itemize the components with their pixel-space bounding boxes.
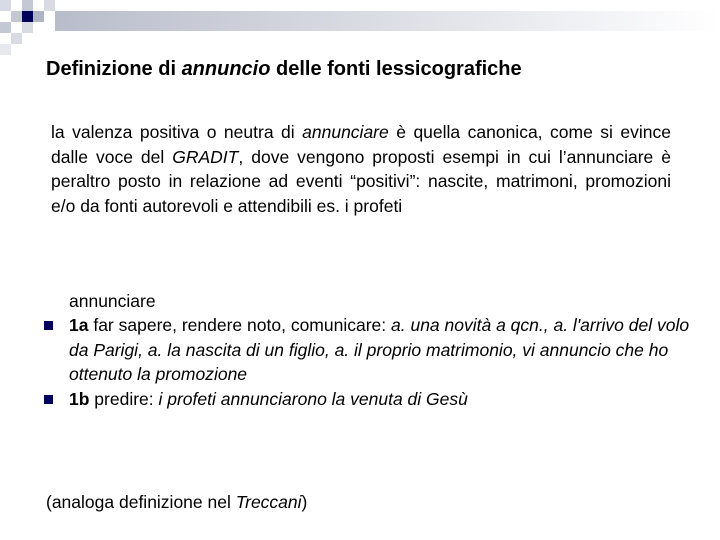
paragraph-italic-source: GRADIT — [172, 146, 239, 167]
sense-example: i profeti annunciarono la venuta di Gesù — [158, 388, 468, 409]
decor-square — [44, 0, 55, 11]
paragraph-text: la valenza positiva o neutra di — [51, 122, 303, 142]
intro-paragraph — [51, 120, 671, 218]
footer-note — [46, 490, 307, 514]
paragraph-text: , dove vengono proposti esempi in cui l’annunciare è peraltro posto in relazione ad eventi “positivi”: nascite, matrimoni, promozioni e/o da fonti autorevoli e attendibili es. i profeti — [51, 146, 671, 216]
decor-square — [11, 0, 22, 11]
title-text: Definizione di — [46, 58, 182, 80]
entry-headword: annunciare — [69, 291, 156, 311]
sense-number: 1a — [69, 315, 89, 335]
list-item-sense-1b — [44, 387, 694, 412]
sense-list — [44, 313, 694, 411]
decor-square — [22, 11, 33, 22]
bullet-square-icon — [44, 395, 53, 404]
decor-square — [11, 11, 22, 22]
bullet-square-icon — [44, 321, 53, 330]
decor-square — [11, 33, 22, 44]
header-gradient-bar — [55, 11, 720, 31]
decor-square — [33, 11, 44, 22]
decor-square — [0, 11, 11, 22]
sense-examples: a. una novità a qcn., a. l'arrivo del volo da Parigi, a. la nascita di un figlio, a. il proprio matrimonio, vi annuncio che ho ottenuto la promozione — [69, 315, 690, 384]
sense-definition: far sapere, rendere noto, comunicare: — [88, 315, 391, 335]
title-text-end: delle fonti lessicografiche — [270, 58, 522, 80]
footer-italic-source: Treccani — [235, 492, 302, 512]
sense-definition: predire: — [89, 388, 159, 409]
decor-square — [0, 0, 11, 11]
decor-square — [0, 44, 11, 55]
slide-title — [46, 58, 706, 81]
list-item-sense-1a — [44, 313, 694, 387]
header-decoration — [0, 0, 720, 60]
paragraph-italic-term: annunciare — [302, 122, 389, 142]
decor-square — [22, 22, 33, 33]
paragraph-text: è quella canonica, come si evince dalle voce del — [51, 122, 672, 167]
decor-square — [22, 0, 33, 11]
sense-number: 1b — [69, 388, 90, 409]
title-italic: annuncio — [181, 58, 271, 80]
footer-text: (analoga definizione nel — [46, 492, 236, 512]
decor-square — [0, 22, 11, 33]
footer-text: ) — [301, 492, 308, 512]
